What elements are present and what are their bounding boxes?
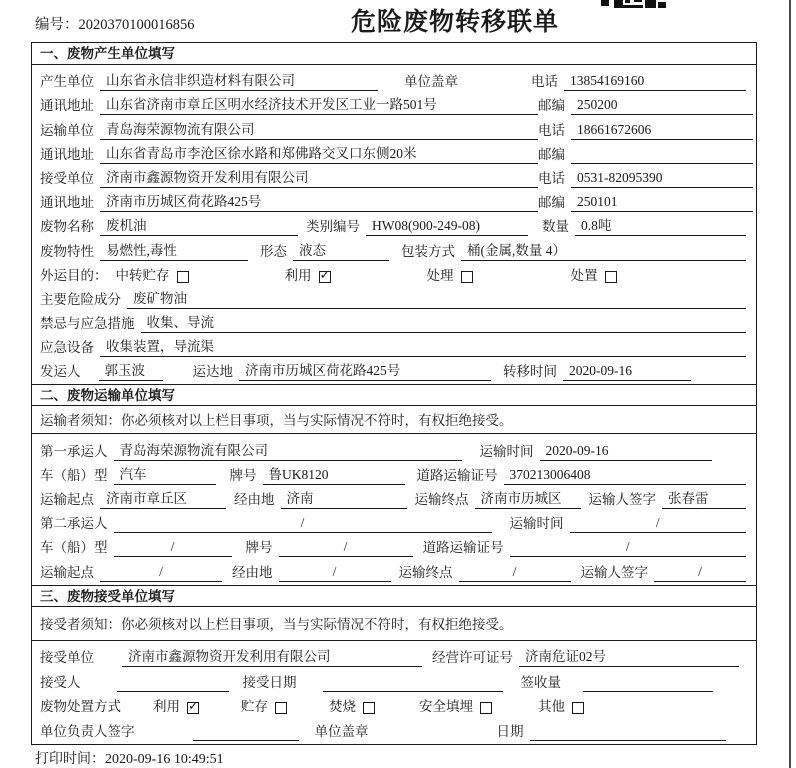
field-label: 接受单位 (40, 650, 94, 666)
checkbox-label: 中转贮存 (115, 267, 170, 283)
field-value-underline: 济南 (281, 490, 407, 509)
field-value-underline: 张春雷 (662, 490, 746, 509)
checkbox-option (427, 267, 473, 285)
field-value-underline: 济南市章丘区 (100, 490, 226, 509)
field-label: 单位负责人签字 (40, 723, 135, 739)
field-value-underline: 废机油 (100, 217, 298, 236)
form-row (40, 485, 746, 509)
checkbox-option (241, 698, 287, 716)
form-row (40, 91, 746, 115)
field-value-underline: 济南市历城区 (475, 490, 581, 509)
checkbox-option (116, 267, 189, 285)
field-value-underline: 收集装置，导流渠 (100, 338, 746, 357)
field-value-underline: / (654, 563, 746, 582)
field-value-underline: 山东省永信非织造材料有限公司 (100, 72, 378, 91)
field-value-underline (530, 724, 726, 741)
field-label: 通讯地址 (40, 146, 94, 162)
field-value-underline: 山东省青岛市李沧区徐水路和郑佛路交叉口东侧20米 (100, 145, 538, 164)
field-value-underline: / (114, 514, 492, 533)
field-value-underline: / (510, 538, 747, 557)
field-label: 邮编 (538, 98, 565, 114)
page-title: 危险废物转移联单 (350, 7, 559, 36)
serial-label: 编号： (35, 17, 79, 33)
field-label: 外运目的： (40, 267, 108, 283)
checkbox-unchecked (461, 271, 473, 283)
field-label: 牌号 (245, 540, 273, 556)
field-value-underline: / (459, 563, 571, 582)
field-label: 经由地 (234, 492, 275, 507)
field-label: 产生单位 (40, 74, 94, 90)
form-row (40, 115, 746, 139)
checkbox-unchecked (605, 271, 617, 283)
field-value-underline: / (100, 563, 222, 582)
checkbox-option (285, 267, 331, 285)
field-label: 车（船）型 (40, 467, 108, 483)
field-label: 日期 (496, 723, 524, 739)
field-value-underline: 山东省济南市章丘区明水经济技术开发区工业一路501号 (100, 96, 538, 115)
field-label: 接受单位 (40, 170, 94, 186)
section-body (32, 65, 756, 384)
qr-code-fragment-icon (598, 0, 668, 10)
field-value-underline: 2020-09-16 (563, 362, 691, 381)
field-label: 包装方式 (401, 243, 455, 259)
print-time-value: 2020-09-16 10:49:51 (105, 752, 224, 767)
section-body (32, 641, 756, 744)
checkbox-checked (319, 267, 331, 283)
checkbox-option (153, 698, 199, 716)
field-label: 运输起点 (40, 564, 94, 580)
field-label: 签收量 (520, 674, 561, 690)
field-value-underline: 郭玉波 (99, 362, 163, 381)
field-value-underline: 青岛海荣源物流有限公司 (100, 121, 538, 140)
checkbox-unchecked (177, 271, 189, 283)
form-row (40, 261, 746, 285)
checkbox-unchecked (275, 702, 287, 714)
field-value-underline (193, 724, 299, 741)
field-label: 邮编 (538, 195, 565, 211)
checkbox-label: 利用 (284, 267, 312, 283)
checkbox-label: 贮存 (241, 699, 268, 715)
checkbox-label: 其他 (538, 699, 565, 715)
checkbox-option (571, 267, 617, 285)
field-value-underline: 250101 (571, 193, 753, 212)
checkbox-label: 处置 (570, 267, 598, 283)
field-label: 运输时间 (479, 443, 534, 459)
field-value-underline: 青岛海荣源物流有限公司 (114, 442, 462, 461)
checkbox-option (419, 698, 492, 716)
field-label: 接受人 (40, 674, 81, 690)
check-mark-icon: ✓ (319, 267, 331, 283)
serial-number-line (35, 13, 195, 34)
field-value-underline: 0531-82095390 (571, 169, 753, 188)
form-row (40, 667, 746, 692)
field-value-underline: / (279, 563, 391, 582)
field-label: 运达地 (192, 364, 233, 380)
field-label: 单位盖章 (314, 723, 369, 739)
form-row (40, 643, 746, 668)
field-label: 运输终点 (398, 564, 453, 580)
field-value-underline: 13854169160 (564, 72, 746, 91)
section-body (32, 434, 756, 584)
field-label: 主要危险成分 (40, 291, 121, 307)
field-value-underline: 液态 (293, 242, 389, 261)
section-heading: 二、废物运输单位填写 (32, 384, 756, 406)
field-label: 运输单位 (40, 122, 94, 138)
checkbox-checked (187, 699, 199, 715)
field-value-underline: 济南市历城区荷花路425号 (100, 193, 538, 212)
field-label: 经营许可证号 (432, 650, 513, 666)
field-value-underline: 370213006408 (504, 466, 747, 485)
field-label: 电话 (538, 122, 565, 138)
field-label: 类别编号 (306, 219, 360, 235)
field-label: 第二承运人 (40, 516, 108, 532)
field-value-underline: / (114, 538, 232, 557)
field-label: 转移时间 (503, 364, 557, 380)
field-value-underline: 济南市鑫源物资开发利用有限公司 (122, 648, 422, 667)
field-value-underline (117, 675, 229, 692)
serial-number: 2020370100016856 (78, 17, 195, 33)
checkbox-label: 利用 (153, 699, 180, 715)
check-mark-icon: ✓ (188, 699, 199, 715)
form-row (40, 285, 746, 309)
field-label: 运输时间 (509, 516, 564, 532)
field-label: 邮编 (538, 146, 565, 162)
field-label: 通讯地址 (40, 195, 94, 211)
field-label: 经由地 (232, 564, 273, 580)
section-heading: 一、废物产生单位填写 (32, 43, 756, 65)
checkbox-option (329, 698, 375, 716)
form-row (40, 357, 746, 381)
field-label: 应急设备 (40, 340, 94, 356)
print-time-line (35, 748, 224, 768)
field-value-underline: 废矿物油 (127, 290, 746, 309)
checkbox-label: 处理 (426, 267, 454, 283)
form-row (40, 533, 746, 557)
form-row (40, 164, 746, 188)
field-label: 废物名称 (40, 219, 94, 235)
checkbox-option (538, 698, 584, 716)
checkbox-label: 安全填埋 (419, 699, 473, 715)
checkbox-unchecked (363, 702, 375, 714)
form-row (40, 557, 746, 581)
form-row (40, 309, 746, 333)
field-label: 发运人 (40, 364, 81, 380)
field-value-underline: 济南市鑫源物资开发利用有限公司 (100, 169, 538, 188)
field-value-underline: 2020-09-16 (540, 442, 712, 461)
field-value-underline: HW08(900-249-08) (366, 217, 528, 236)
section-heading: 三、废物接受单位填写 (32, 585, 756, 607)
field-value-underline: 鲁UK8120 (263, 466, 405, 485)
field-value-underline: 18661672606 (571, 121, 753, 140)
form-row (40, 692, 746, 717)
field-value-underline: / (570, 514, 747, 533)
field-label: 运输起点 (40, 492, 94, 507)
field-value-underline (323, 675, 503, 692)
checkbox-unchecked (572, 702, 584, 714)
field-value-underline: / (279, 538, 413, 557)
field-value-underline: 济南危证02号 (519, 648, 739, 667)
form-row (40, 140, 746, 164)
field-label: 运输人签字 (580, 564, 648, 580)
form-row (40, 236, 746, 260)
field-value-underline: 济南市历城区荷花路425号 (239, 362, 491, 381)
checkbox-label: 焚烧 (329, 699, 356, 715)
field-value-underline: 桶(金属,数量 4） (461, 242, 746, 261)
field-label: 运输人签字 (588, 492, 656, 507)
field-value-underline (583, 675, 713, 692)
form-row (40, 436, 746, 460)
field-label: 第一承运人 (40, 443, 108, 459)
section-notice: 运输者须知：你必须核对以上栏目事项，当与实际情况不符时，有权拒绝接受。 (32, 406, 756, 434)
form-row (40, 461, 746, 485)
section-notice: 接受者须知：你必须核对以上栏目事项，当与实际情况不符时，有权拒绝接受。 (32, 607, 756, 641)
field-label: 接受日期 (242, 674, 297, 690)
field-label: 道路运输证号 (416, 467, 498, 483)
field-label: 形态 (260, 243, 287, 259)
form-row (40, 333, 746, 357)
form-row (40, 716, 746, 741)
field-label: 运输终点 (414, 492, 469, 507)
field-label: 废物处置方式 (40, 699, 121, 715)
form-row (40, 67, 746, 91)
field-label: 车（船）型 (40, 540, 108, 556)
field-value-underline: 汽车 (114, 466, 216, 485)
form-row (40, 509, 746, 533)
field-label: 道路运输证号 (422, 540, 504, 556)
checkbox-unchecked (480, 702, 492, 714)
field-label: 废物特性 (40, 243, 94, 259)
field-value-underline (571, 147, 753, 164)
field-value-underline: 0.8吨 (575, 217, 746, 236)
field-label: 数量 (542, 219, 569, 235)
form-row (40, 188, 746, 212)
field-value-underline: 250200 (571, 96, 753, 115)
field-label: 牌号 (229, 467, 257, 483)
field-value-underline: 收集、导流 (141, 314, 747, 333)
manifest-form-table (31, 42, 757, 745)
field-label: 禁忌与应急措施 (40, 316, 135, 332)
page-edge-line (789, 0, 791, 768)
field-value-underline: 易燃性,毒性 (100, 242, 248, 261)
form-row (40, 212, 746, 236)
field-label: 单位盖章 (404, 74, 458, 90)
field-label: 通讯地址 (40, 98, 94, 114)
field-label: 电话 (531, 74, 558, 90)
field-label: 电话 (538, 170, 565, 186)
print-time-label: 打印时间： (35, 752, 105, 767)
